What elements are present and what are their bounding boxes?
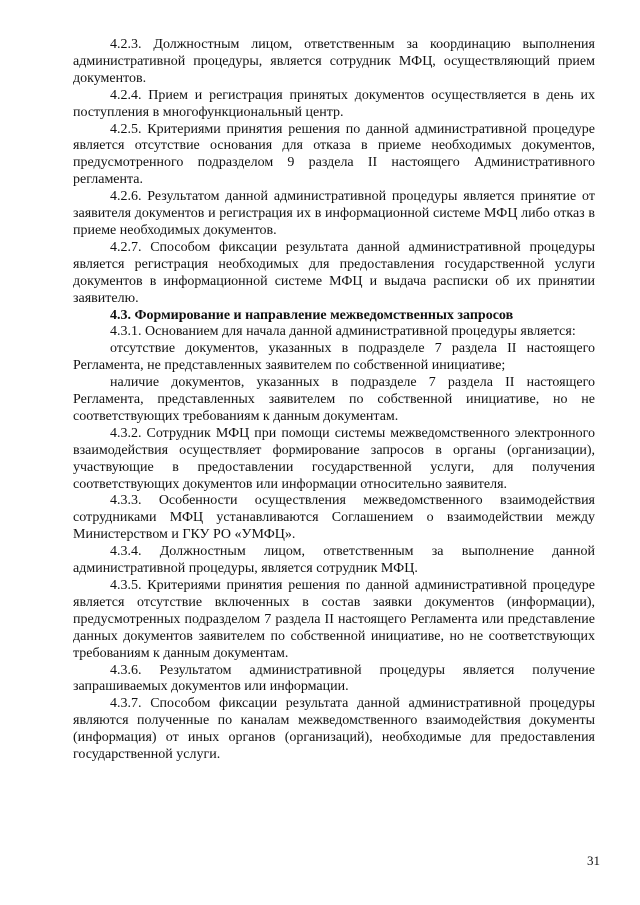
paragraph-4-2-4: 4.2.4. Прием и регистрация принятых документов осуществляется в день их поступления в многофункциональный центр. [73, 87, 595, 120]
paragraph-4-3-1-item-2: наличие документов, указанных в подразделе 7 раздела II настоящего Регламента, представленных заявителем по собственной инициативе, но не соответствующих требованиям к данным документам. [73, 375, 595, 424]
paragraph-4-3-7: 4.3.7. Способом фиксации результата данной административной процедуры являются полученные по каналам межведомственного взаимодействия документы (информация) от иных органов (организаций), необходимые для предоставления государственной услуги. [73, 696, 595, 763]
paragraph-4-3-4: 4.3.4. Должностным лицом, ответственным за выполнение данной административной процедуры, является сотрудник МФЦ. [73, 544, 595, 577]
paragraph-4-3-3: 4.3.3. Особенности осуществления межведомственного взаимодействия сотрудниками МФЦ устанавливаются Соглашением о взаимодействии между Министерством и ГКУ РО «УМФЦ». [73, 493, 595, 543]
page-number: 31 [587, 853, 600, 868]
paragraph-4-3-5: 4.3.5. Критериями принятия решения по данной административной процедуре является отсутствие включенных в состав заявки документов (информации), предусмотренных подразделом 7 раздела II настоящего Регламента или представление данных документов заявителем по собственной инициативе, но не соответствующих требованиям к данным документам. [73, 578, 595, 661]
paragraph-4-3-1-item-1: отсутствие документов, указанных в подразделе 7 раздела II настоящего Регламента, не представленных заявителем по собственной инициативе; [73, 341, 595, 374]
paragraph-4-2-5: 4.2.5. Критериями принятия решения по данной административной процедуре является отсутствие основания для отказа в приеме необходимых документов, предусмотренного подразделом 9 раздела II настоящего Административного регламента. [73, 121, 595, 188]
paragraph-4-2-3: 4.2.3. Должностным лицом, ответственным за координацию выполнения административной процедуры, является сотрудник МФЦ, осуществляющий прием документов. [73, 37, 595, 86]
paragraph-4-2-6: 4.2.6. Результатом данной административной процедуры является принятие от заявителя документов и регистрация их в информационной системе МФЦ либо отказ в приеме необходимых документов. [73, 189, 595, 238]
document-page [73, 37, 595, 764]
paragraph-4-3-1: 4.3.1. Основанием для начала данной административной процедуры является: [110, 324, 576, 340]
paragraph-4-3-6: 4.3.6. Результатом административной процедуры является получение запрашиваемых документов или информации. [73, 662, 595, 695]
section-heading-4-3: 4.3. Формирование и направление межведомственных запросов [110, 307, 514, 323]
paragraph-4-3-2: 4.3.2. Сотрудник МФЦ при помощи системы межведомственного электронного взаимодействия осуществляет формирование запросов в органы (организации), участвующие в предоставлении государственной услуги, для получения соответствующих документов или информации относительно заявителя. [73, 425, 595, 492]
paragraph-4-2-7: 4.2.7. Способом фиксации результата данной административной процедуры является регистрация необходимых для предоставления государственной услуги документов в информационной системе МФЦ и выдача расписки об их принятии заявителю. [73, 239, 595, 306]
